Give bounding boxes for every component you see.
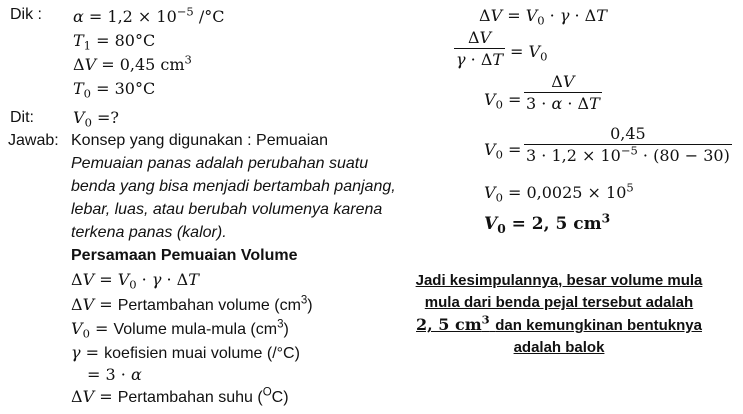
- legend-delta-v: ΔV = Pertambahan volume $(cm^3)$: [71, 294, 313, 314]
- answer-label: Jawab:: [8, 132, 59, 149]
- legend-gamma-alpha: = 3 · α: [87, 365, 142, 384]
- given-alpha: $\alpha = 1,2 \times 10^{-5}$ /°C: [73, 4, 225, 26]
- conclusion-line-3-text: dan kemungkinan bentuknya: [495, 317, 702, 334]
- conclusion-volume-value: 2, 5 $cm^3$: [416, 312, 490, 334]
- definition-line-1: Pemuaian panas adalah perubahan suatu: [71, 155, 369, 172]
- derivation-step-3-lhs: $V_0$ =: [484, 90, 522, 112]
- given-label: Dik :: [10, 6, 42, 23]
- legend-gamma: γ = koefisien muai volume (/°C): [71, 343, 300, 362]
- conclusion-line-2: mula dari benda pejal tersebut adalah: [424, 294, 694, 311]
- equation-heading: Persamaan Pemuaian Volume: [71, 247, 298, 264]
- conclusion-line-3: [406, 312, 712, 334]
- derivation-step-2-fraction: $\frac{\Delta V}{\gamma \cdot \Delta T}$: [456, 28, 504, 69]
- asked-expression: $V_0$ =?: [73, 108, 119, 130]
- legend-delta-t: ΔV = Pertambahan suhu ($^O$C): [71, 386, 289, 406]
- derivation-step-4-fraction: $\frac{0,45}{3 \cdot 1,2 \times 10^{-5} \cdot (80 - 30)}$: [526, 124, 730, 165]
- given-t1: $T_1 = 80^\circ C$: [73, 31, 156, 53]
- derivation-result: $V_0 = 2$, 5 $cm^3$: [484, 211, 611, 236]
- definition-line-3: lebar, luas, atau berubah volumenya karena: [71, 201, 383, 218]
- given-t0: $T_0 = 30^\circ C$: [73, 79, 156, 101]
- legend-v0: $V_0$ = Volume mula-mula $(cm^3)$: [71, 318, 289, 341]
- definition-line-2: benda yang bisa menjadi bertambah panjang,: [71, 178, 396, 195]
- derivation-step-2-rhs: = $V_0$: [510, 42, 548, 64]
- derivation-step-5: $V_0 = 0,0025 \times 10^5$: [484, 180, 634, 205]
- given-delta-v: ΔV = 0,45 $cm^3$: [73, 52, 192, 74]
- conclusion-line-4: adalah balok: [513, 339, 605, 356]
- concept-line: Konsep yang digunakan : Pemuaian: [71, 132, 329, 149]
- derivation-step-4-lhs: $V_0$ =: [484, 140, 522, 162]
- volume-expansion-equation: $\Delta V = V_0 \cdot \gamma \cdot \Delta T$: [71, 270, 199, 292]
- derivation-step-1: $\Delta V = V_0 \cdot \gamma \cdot \Delta T$: [479, 6, 607, 28]
- derivation-step-3-fraction: $\frac{\Delta V}{3 \cdot \alpha \cdot \Delta T}$: [526, 72, 600, 113]
- conclusion-line-1: Jadi kesimpulannya, besar volume mula: [415, 272, 703, 289]
- definition-line-4: terkena panas (kalor).: [71, 224, 227, 241]
- asked-label: Dit:: [10, 109, 34, 126]
